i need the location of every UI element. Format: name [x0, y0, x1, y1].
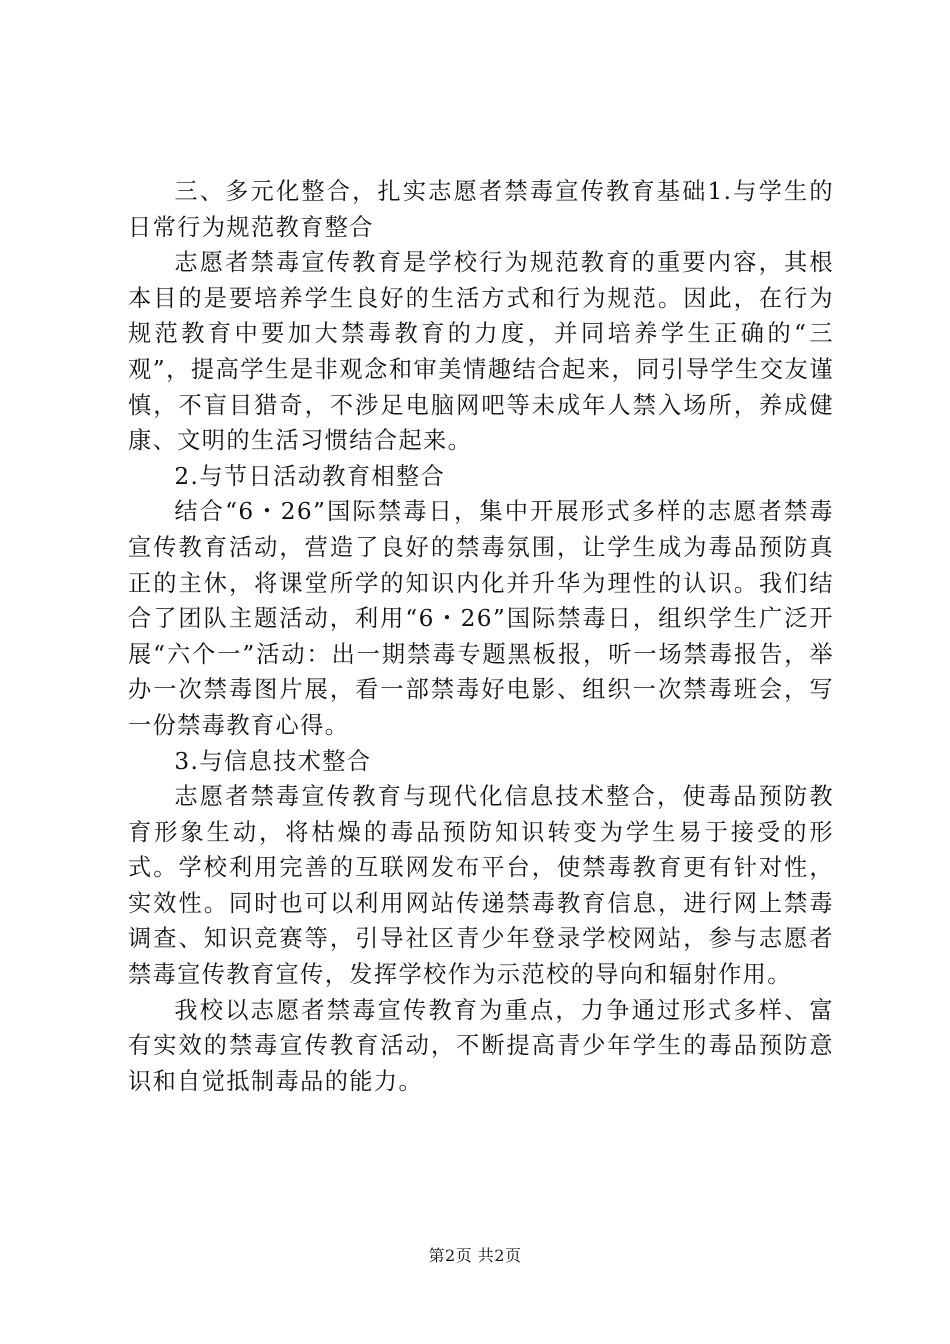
subheading-information-technology: 3.与信息技术整合 — [174, 747, 372, 775]
paragraph-holiday-activities: 结合“6・26”国际禁毒日，集中开展形式多样的志愿者禁毒宣传教育活动，营造了良好的禁毒氛围，让学生成为毒品预防真正的主休，将课堂所学的知识内化并升华为理性的认识。我们结合了团队主题活动，利用“6・26”国际禁毒日，组织学生广泛开展“六个一”活动：出一期禁毒专题黑板报，听一场禁毒报告，举办一次禁毒图片展，看一部禁毒好电影、组织一次禁毒班会，写一份禁毒教育心得。 — [128, 498, 834, 739]
section-heading: 三、多元化整合，扎实志愿者禁毒宣传教育基础1.与学生的日常行为规范教育整合 — [128, 178, 834, 241]
subheading-holiday-activities: 2.与节日活动教育相整合 — [174, 462, 446, 490]
paragraph-conclusion: 我校以志愿者禁毒宣传教育为重点，力争通过形式多样、富有实效的禁毒宣传教育活动，不断提高青少年学生的毒品预防意识和自觉抵制毒品的能力。 — [128, 996, 834, 1095]
paragraph-information-technology: 志愿者禁毒宣传教育与现代化信息技术整合，使毒品预防教育形象生动，将枯燥的毒品预防知识转变为学生易于接受的形式。学校利用完善的互联网发布平台，使禁毒教育更有针对性，实效性。同时也可以利用网站传递禁毒教育信息，进行网上禁毒调查、知识竞赛等，引导社区青少年登录学校网站，参与志愿者禁毒宣传教育宣传，发挥学校作为示范校的导向和辐射作用。 — [128, 783, 834, 989]
page-number-footer: 第2页 共2页 — [428, 1246, 522, 1265]
document-body — [128, 174, 834, 1099]
paragraph-behavior-education: 志愿者禁毒宣传教育是学校行为规范教育的重要内容，其根本目的是要培养学生良好的生活方式和行为规范。因此，在行为规范教育中要加大禁毒教育的力度，并同培养学生正确的“三观”，提高学生是非观念和审美情趣结合起来，同引导学生交友谨慎，不盲目猎奇，不涉足电脑网吧等未成年人禁入场所，养成健康、文明的生活习惯结合起来。 — [128, 249, 834, 455]
